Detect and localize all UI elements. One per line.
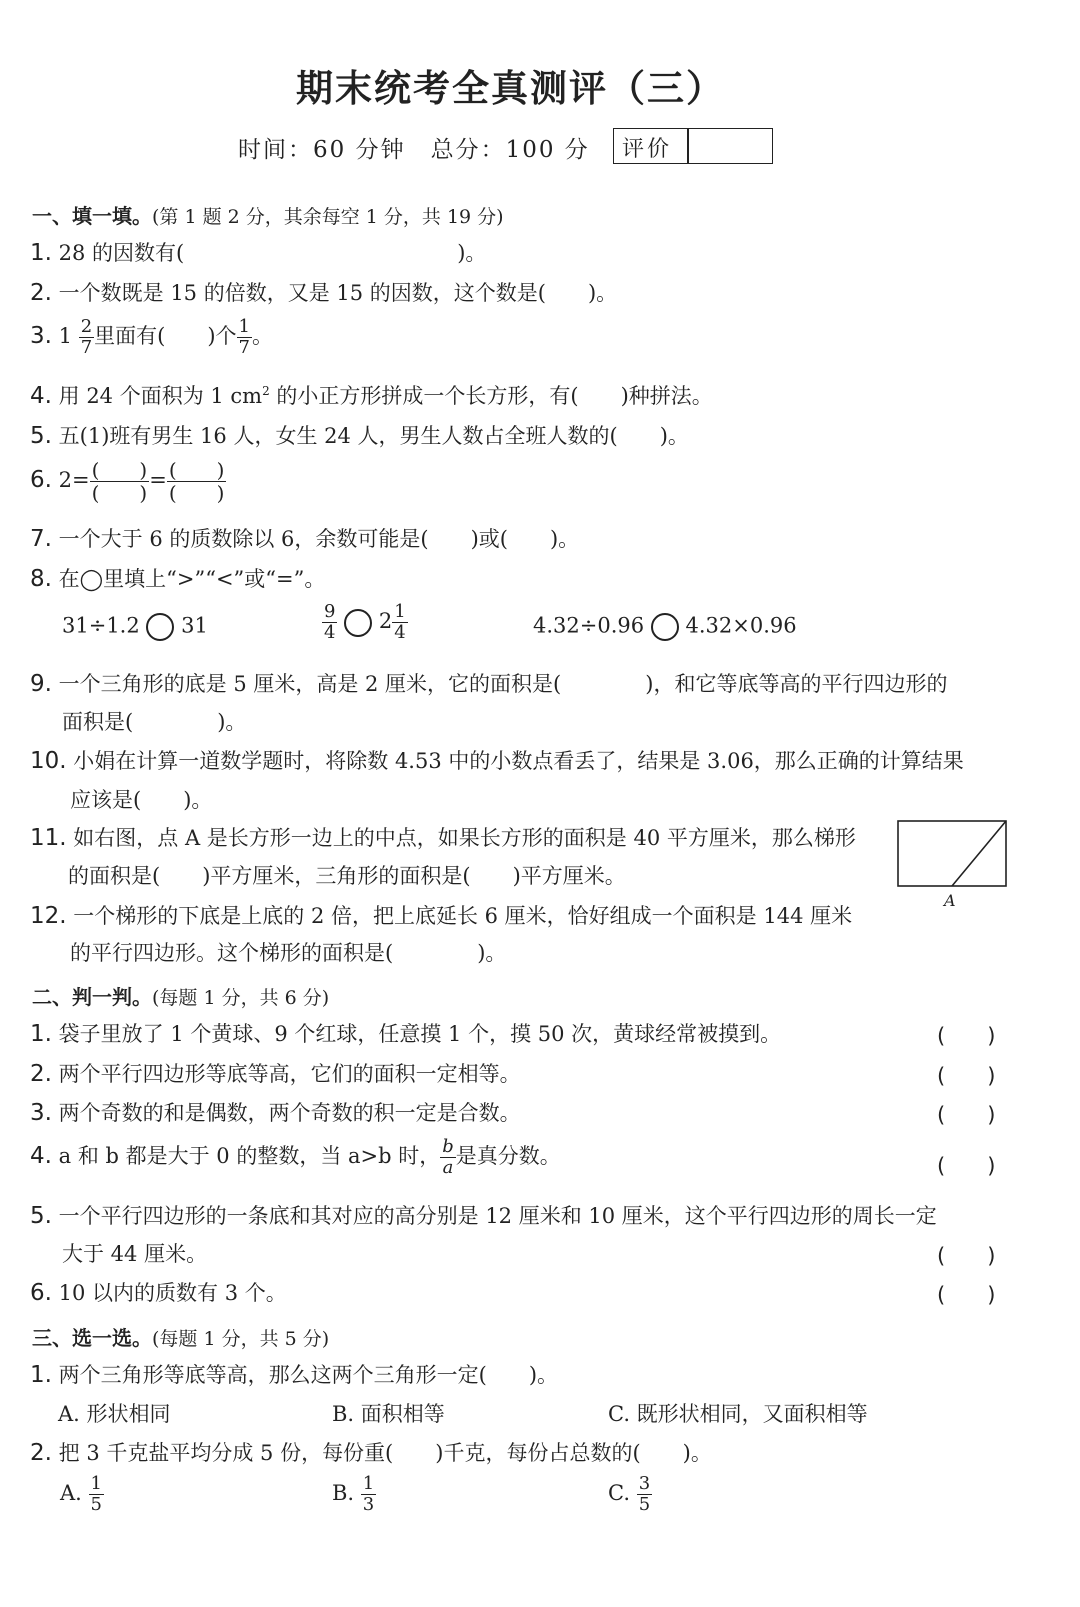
question-1-9-cont: 面积是( )。 (62, 710, 247, 734)
question-text: 里面有( )个 (94, 324, 237, 348)
question-text: 在◯里填上“>”“<”或“=”。 (58, 567, 326, 591)
judge-answer-box[interactable]: ( ) (937, 1244, 996, 1268)
question-text: 是真分数。 (455, 1144, 561, 1168)
time-score-info: 时间：60 分钟 总分：100 分 (238, 137, 590, 163)
judge-1 (30, 1018, 781, 1048)
section-1-title: 一、填一填。 (32, 204, 152, 228)
choice-option-b[interactable]: B. 面积相等 (332, 1402, 445, 1426)
question-text: 2= (58, 468, 90, 492)
compare-circle[interactable] (146, 613, 174, 641)
fraction: $\frac{1}{4}$ (394, 601, 406, 643)
judge-answer-box[interactable]: ( ) (937, 1024, 996, 1048)
page-title: 期末统考全真测评（三） (296, 67, 725, 110)
expr-right: 31 (181, 613, 208, 638)
question-number: 8. (30, 566, 52, 592)
question-number: 9. (30, 671, 52, 697)
choice-2 (30, 1437, 712, 1467)
question-1-10 (30, 745, 964, 775)
judge-2 (30, 1058, 521, 1088)
superscript: 2 (262, 384, 270, 398)
question-text: 两个三角形等底等高，那么这两个三角形一定( )。 (58, 1363, 559, 1387)
question-number: 4. (30, 383, 52, 409)
fraction: $\frac{9}{4}$ (324, 601, 336, 643)
question-text: 28 的因数有( )。 (58, 241, 487, 265)
section-3-title: 三、选一选。 (32, 1326, 152, 1350)
question-text: 一个平行四边形的一条底和其对应的高分别是 12 厘米和 10 厘米，这个平行四边形的周长一定 (58, 1204, 937, 1228)
question-number: 5. (30, 423, 52, 449)
mixed-whole: 1 (58, 324, 73, 348)
question-1-5 (30, 420, 689, 450)
question-number: 2. (30, 1061, 52, 1087)
section-3-heading (32, 1322, 329, 1351)
question-text: 10 以内的质数有 3 个。 (58, 1281, 287, 1305)
question-text: 一个梯形的下底是上底的 2 倍，把上底延长 6 厘米，恰好组成一个面积是 144 厘米 (73, 904, 853, 928)
question-number: 3. (30, 1100, 52, 1126)
rating-divider (687, 129, 689, 163)
question-text: 两个奇数的和是偶数，两个奇数的积一定是合数。 (58, 1101, 521, 1125)
fraction: $\frac{3}{5}$ (638, 1473, 651, 1515)
judge-4 (30, 1138, 561, 1177)
question-number: 3. (30, 323, 52, 349)
expr-left: 4.32÷0.96 (533, 613, 645, 638)
section-2-note: (每题 1 分，共 6 分) (152, 987, 330, 1009)
question-text: 一个数既是 15 的倍数，又是 15 的因数，这个数是( )。 (58, 281, 618, 305)
question-number: 7. (30, 526, 52, 552)
question-number: 6. (30, 467, 52, 493)
question-text: 小娟在计算一道数学题时，将除数 4.53 中的小数点看丢了，结果是 3.06，那么正确的计算结果 (73, 749, 964, 773)
question-text: 一个三角形的底是 5 厘米，高是 2 厘米，它的面积是( )，和它等底等高的平行四边形的 (58, 672, 948, 696)
judge-answer-box[interactable]: ( ) (937, 1064, 996, 1088)
question-text: 的小正方形拼成一个长方形，有( )种拼法。 (269, 384, 713, 408)
question-1-11 (30, 822, 856, 852)
fraction: $\frac{2}{7}$ (80, 316, 93, 358)
choice-option-a[interactable]: A. 形状相同 (58, 1402, 171, 1426)
question-text: 袋子里放了 1 个黄球、9 个红球，任意摸 1 个，摸 50 次，黄球经常被摸到。 (58, 1022, 782, 1046)
question-number: 1. (30, 1021, 52, 1047)
question-number: 5. (30, 1203, 52, 1229)
question-number: 2. (30, 280, 52, 306)
question-number: 1. (30, 240, 52, 266)
diagonal-line (952, 821, 1006, 886)
fraction: $\frac{1}{5}$ (90, 1473, 102, 1515)
section-1-note: (第 1 题 2 分，其余每空 1 分，共 19 分) (152, 206, 504, 228)
compare-circle[interactable] (651, 613, 679, 641)
rating-label: 评价 (622, 137, 673, 162)
question-1-8 (30, 563, 325, 593)
judge-6 (30, 1277, 287, 1307)
choice-1 (30, 1359, 558, 1389)
question-text: 如右图，点 A 是长方形一边上的中点，如果长方形的面积是 40 平方厘米，那么梯形 (73, 826, 856, 850)
section-3-note: (每题 1 分，共 5 分) (152, 1328, 330, 1350)
expr-right: 4.32×0.96 (685, 613, 797, 638)
choice-option-c[interactable]: C. 既形状相同，又面积相等 (608, 1402, 868, 1426)
rating-box (613, 128, 773, 164)
punct: 。 (252, 324, 273, 348)
fraction: $\frac{1}{7}$ (238, 316, 250, 358)
question-number: 12. (30, 903, 67, 929)
equals: = (149, 468, 167, 492)
section-2-title: 二、判一判。 (32, 985, 152, 1009)
question-1-11-cont: 的面积是( )平方厘米，三角形的面积是( )平方厘米。 (68, 864, 626, 888)
question-number: 10. (30, 748, 67, 774)
question-1-12 (30, 900, 852, 930)
question-number: 1. (30, 1362, 52, 1388)
question-1-12-cont: 的平行四边形。这个梯形的面积是( )。 (70, 941, 507, 965)
question-text: 两个平行四边形等底等高，它们的面积一定相等。 (58, 1062, 521, 1086)
fraction: $\frac{b}{a}$ (442, 1136, 454, 1178)
mixed-whole: 2 (378, 609, 393, 633)
judge-3 (30, 1097, 521, 1127)
question-1-7 (30, 523, 579, 553)
compare-b (322, 603, 408, 642)
rectangle (898, 821, 1006, 886)
point-a-label: A (944, 891, 956, 910)
question-text: 用 24 个面积为 1 cm (58, 384, 263, 408)
judge-5-cont: 大于 44 厘米。 (62, 1242, 208, 1266)
question-text: 一个大于 6 的质数除以 6，余数可能是( )或( )。 (58, 527, 580, 551)
section-2-heading (32, 981, 329, 1010)
question-number: 2. (30, 1440, 52, 1466)
rectangle-figure (895, 818, 1010, 914)
expr-left: 31÷1.2 (62, 613, 140, 638)
compare-circle[interactable] (344, 609, 372, 637)
judge-answer-box[interactable]: ( ) (937, 1154, 996, 1178)
judge-answer-box[interactable]: ( ) (937, 1103, 996, 1127)
choice-2-option-a[interactable] (60, 1475, 104, 1514)
option-letter: C. (608, 1481, 630, 1505)
choice-2-option-c[interactable] (608, 1475, 652, 1514)
question-text: 把 3 千克盐平均分成 5 份，每份重( )千克，每份占总数的( )。 (58, 1441, 712, 1465)
question-1-3 (30, 318, 273, 357)
question-text: 五(1)班有男生 16 人，女生 24 人，男生人数占全班人数的( )。 (58, 424, 689, 448)
compare-c (533, 613, 797, 641)
compare-a (62, 613, 208, 641)
option-letter: B. (332, 1481, 355, 1505)
question-number: 4. (30, 1143, 52, 1169)
question-1-2 (30, 277, 617, 307)
question-number: 6. (30, 1280, 52, 1306)
question-number: 11. (30, 825, 67, 851)
question-1-6 (30, 460, 226, 503)
judge-5 (30, 1200, 937, 1230)
blank-fraction[interactable]: $\frac{( )}{( )}$ (91, 458, 148, 505)
judge-answer-box[interactable]: ( ) (937, 1283, 996, 1307)
question-1-1 (30, 237, 486, 267)
question-1-10-cont: 应该是( )。 (70, 788, 213, 812)
question-1-9 (30, 668, 947, 698)
question-text: a 和 b 都是大于 0 的整数，当 a>b 时， (58, 1144, 441, 1168)
section-1-heading (32, 200, 504, 229)
fraction: $\frac{1}{3}$ (362, 1473, 375, 1515)
question-1-4 (30, 380, 713, 410)
choice-2-option-b[interactable] (332, 1475, 376, 1514)
option-letter: A. (60, 1481, 82, 1505)
blank-fraction[interactable]: $\frac{( )}{( )}$ (168, 458, 225, 505)
